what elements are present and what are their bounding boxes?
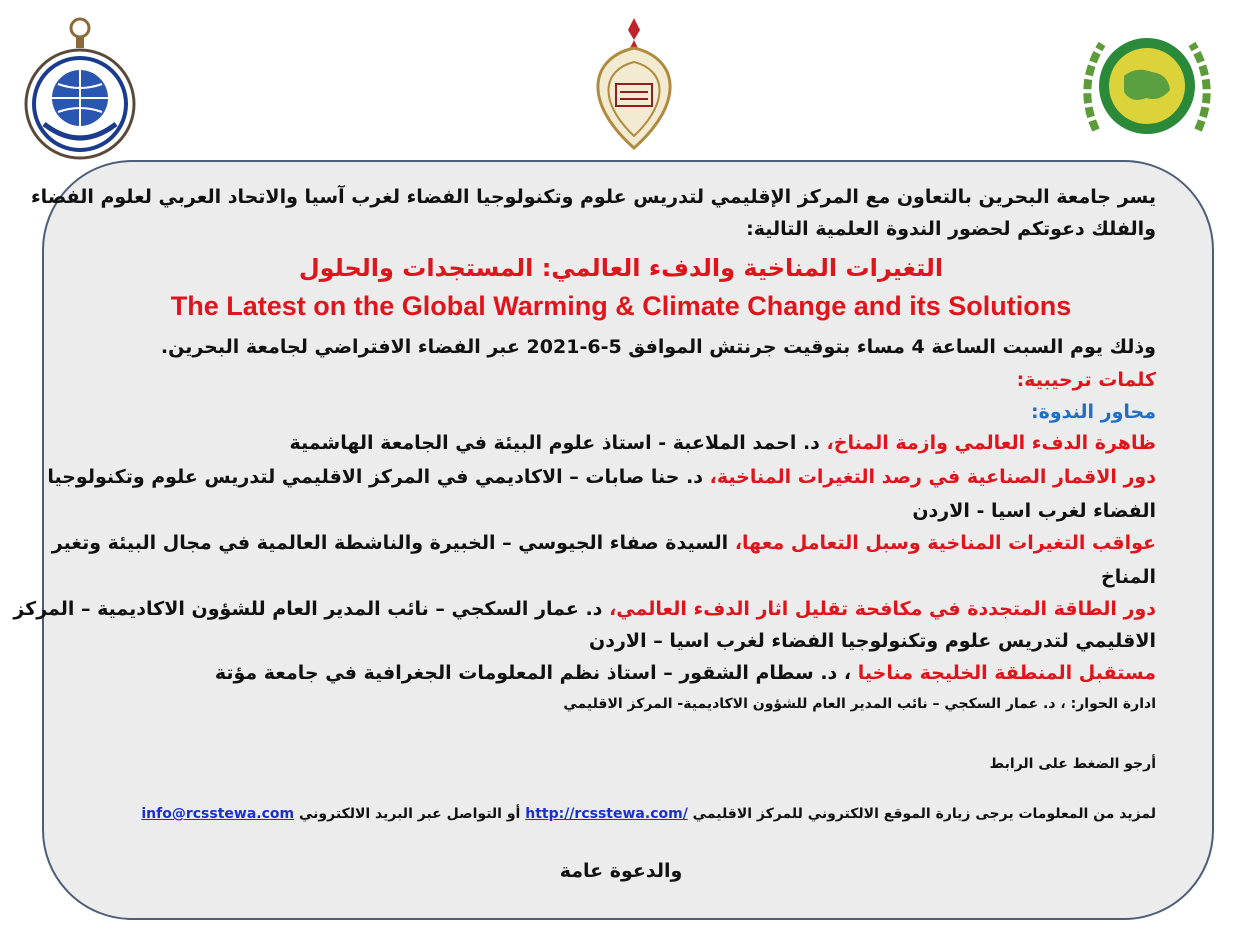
- more-info-line: لمزيد من المعلومات يرجى زيارة الموقع الالكتروني للمركز الاقليمي http://rcsstewa.com/ أو التواصل عبر البريد الالكتروني info@rcsstewa.com: [141, 806, 1156, 822]
- topic-5: مستقبل المنطقة الخليجة مناخيا ، د. سطام الشقور – استاذ نظم المعلومات الجغرافية في جامعة مؤتة: [214, 662, 1156, 684]
- topic-1: ظاهرة الدفء العالمي وازمة المناخ، د. احمد الملاعبة - استاذ علوم البيئة في الجامعة الهاشمية: [289, 432, 1156, 454]
- schedule-line: وذلك يوم السبت الساعة 4 مساء بتوقيت جرنتش الموافق 5-6-2021 عبر الفضاء الافتراضي لجامعة البحرين.: [160, 336, 1156, 358]
- email-link[interactable]: info@rcsstewa.com: [141, 806, 295, 822]
- topic-2-continued: الفضاء لغرب اسيا - الاردن: [912, 500, 1156, 522]
- topic-4: دور الطاقة المتجددة في مكافحة تقليل اثار الدفء العالمي، د. عمار السكجي – نائب المدير العام للشؤون الاكاديمية – المركز: [13, 598, 1156, 620]
- arab-union-space-logo: [22, 12, 138, 162]
- title-english: The Latest on the Global Warming & Climate Change and its Solutions: [170, 291, 1072, 321]
- closing-text: والدعوة عامة: [559, 860, 683, 882]
- website-link[interactable]: http://rcsstewa.com/: [525, 806, 688, 822]
- moderator-line: ادارة الحوار: ، د. عمار السكجي – نائب المدير العام للشؤون الاكاديمية- المركز الاقليمي: [563, 696, 1156, 712]
- rcsstewa-logo: [1072, 12, 1222, 162]
- topic-3-continued: المناخ: [1101, 566, 1156, 588]
- intro-line-1: يسر جامعة البحرين بالتعاون مع المركز الإقليمي لتدريس علوم وتكنولوجيا الفضاء لغرب آسيا والاتحاد العربي لعلوم الفضاء: [30, 186, 1156, 208]
- topic-2: دور الاقمار الصناعية في رصد التغيرات المناخية، د. حنا صابات – الاكاديمي في المركز الاقليمي لتدريس علوم وتكنولوجيا: [47, 466, 1156, 488]
- welcome-label: كلمات ترحيبية:: [1016, 369, 1156, 391]
- university-of-bahrain-logo: [578, 12, 690, 152]
- topic-3: عواقب التغيرات المناخية وسبل التعامل معها، السيدة صفاء الجيوسي – الخبيرة والناشطة العالمية في مجال البيئة وتغير: [51, 532, 1156, 554]
- title-arabic: التغيرات المناخية والدفء العالمي: المستجدات والحلول: [298, 254, 944, 282]
- topic-4-continued: الاقليمي لتدريس علوم وتكنولوجيا الفضاء لغرب اسيا – الاردن: [589, 630, 1156, 652]
- topics-label: محاور الندوة:: [1031, 401, 1156, 423]
- intro-line-2: والفلك دعوتكم لحضور الندوة العلمية التالية:: [746, 218, 1156, 240]
- click-note: أرجو الضغط على الرابط: [989, 756, 1156, 772]
